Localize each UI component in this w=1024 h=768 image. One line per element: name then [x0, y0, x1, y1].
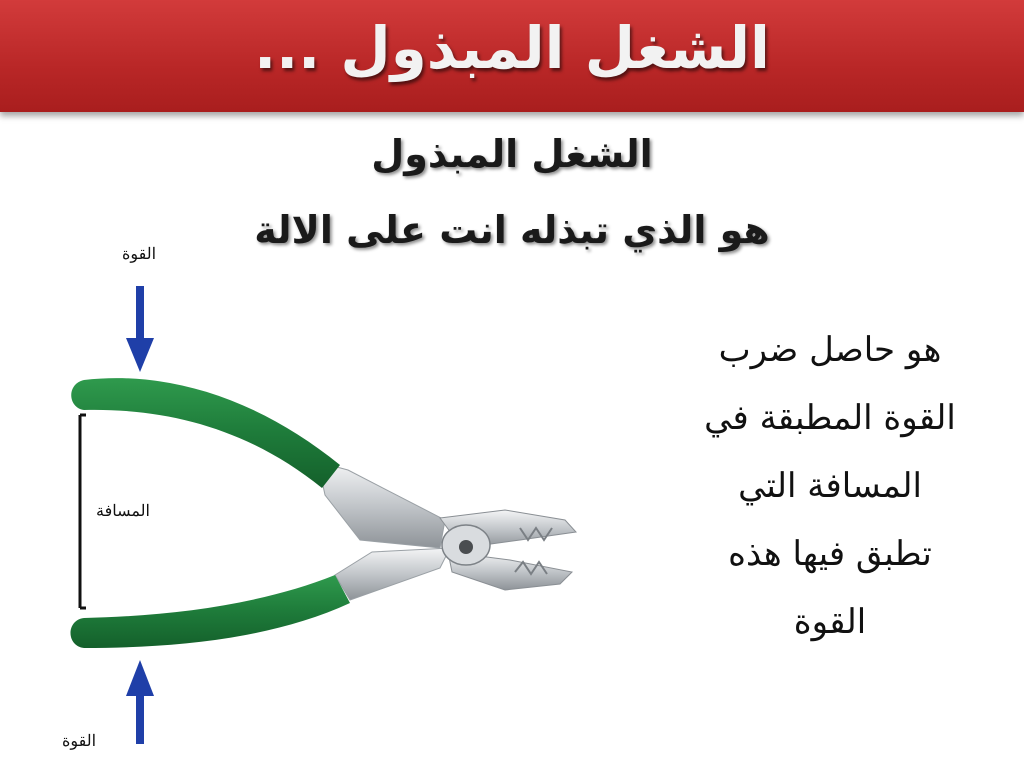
definition-line-2: القوة المطبقة في — [704, 398, 956, 438]
slide-title: الشغل المبذول ... — [254, 14, 770, 82]
force-label-bottom: القوة — [62, 731, 97, 750]
pliers-metal — [318, 462, 576, 600]
pliers-handle-bottom — [71, 575, 351, 648]
pliers-handle-top — [71, 378, 340, 488]
distance-bracket — [80, 415, 86, 608]
definition-line-5: القوة — [793, 602, 867, 642]
force-label-top: القوة — [122, 244, 157, 263]
subtitle-definition: هو الذي تبذله انت على الالة — [254, 208, 770, 252]
definition-line-1: هو حاصل ضرب — [718, 330, 942, 370]
definition-line-4: تطبق فيها هذه — [728, 534, 932, 574]
force-arrow-bottom-icon — [126, 660, 154, 744]
distance-label: المسافة — [96, 501, 150, 520]
force-arrow-top-icon — [126, 286, 154, 372]
subtitle-heading: الشغل المبذول — [371, 132, 653, 176]
definition-line-3: المسافة التي — [738, 466, 922, 506]
